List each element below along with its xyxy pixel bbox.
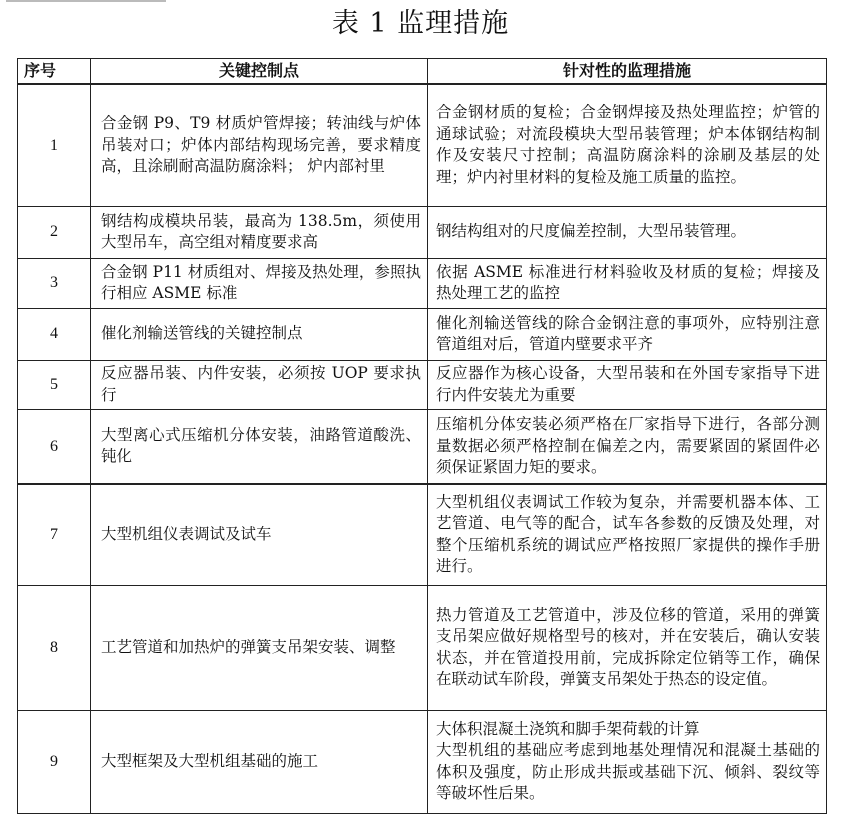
table-row xyxy=(18,206,827,258)
table-row xyxy=(18,710,827,813)
table-header-row xyxy=(18,59,827,85)
row-number: 8 xyxy=(18,585,91,710)
key-control-point: 大型框架及大型机组基础的施工 xyxy=(91,710,428,813)
row-number: 5 xyxy=(18,360,91,409)
table-row xyxy=(18,585,827,710)
row-number: 2 xyxy=(18,206,91,258)
key-control-point: 合金钢 P9、T9 材质炉管焊接；转油线与炉体吊装对口；炉体内部结构现场完善，要求精度高，且涂刷耐高温防腐涂料； 炉内部衬里 xyxy=(91,84,428,206)
row-number: 7 xyxy=(18,484,91,585)
key-control-point: 钢结构成模块吊装，最高为 138.5m，须使用大型吊车，高空组对精度要求高 xyxy=(91,206,428,258)
table-row xyxy=(18,84,827,206)
row-number: 9 xyxy=(18,710,91,813)
row-number: 1 xyxy=(18,84,91,206)
supervision-measure: 钢结构组对的尺度偏差控制，大型吊装管理。 xyxy=(428,206,827,258)
key-control-point: 大型机组仪表调试及试车 xyxy=(91,484,428,585)
header-supervision-measure: 针对性的监理措施 xyxy=(428,59,827,85)
row-number: 6 xyxy=(18,409,91,484)
table-row xyxy=(18,308,827,360)
supervision-measure: 大型机组仪表调试工作较为复杂，并需要机器本体、工艺管道、电气等的配合，试车各参数的反馈及处理，对整个压缩机系统的调试应严格按照厂家提供的操作手册进行。 xyxy=(428,484,827,585)
row-number: 4 xyxy=(18,308,91,360)
key-control-point: 合金钢 P11 材质组对、焊接及热处理，参照执行相应 ASME 标准 xyxy=(91,258,428,308)
header-serial-number: 序号 xyxy=(18,59,91,85)
supervision-measure: 依据 ASME 标准进行材料验收及材质的复检；焊接及热处理工艺的监控 xyxy=(428,258,827,308)
supervision-measures-table xyxy=(17,58,827,814)
key-control-point: 工艺管道和加热炉的弹簧支吊架安装、调整 xyxy=(91,585,428,710)
table-row xyxy=(18,409,827,484)
supervision-measure: 反应器作为核心设备，大型吊装和在外国专家指导下进行内件安装尤为重要 xyxy=(428,360,827,409)
supervision-measure: 压缩机分体安装必须严格在厂家指导下进行，各部分测量数据必须严格控制在偏差之内，需要紧固的紧固件必须保证紧固力矩的要求。 xyxy=(428,409,827,484)
supervision-measure: 大体积混凝土浇筑和脚手架荷载的计算 大型机组的基础应考虑到地基处理情况和混凝土基础的体积及强度，防止形成共振或基础下沉、倾斜、裂纹等等破坏性后果。 xyxy=(428,710,827,813)
key-control-point: 反应器吊装、内件安装，必须按 UOP 要求执行 xyxy=(91,360,428,409)
row-number: 3 xyxy=(18,258,91,308)
key-control-point: 大型离心式压缩机分体安装，油路管道酸洗、钝化 xyxy=(91,409,428,484)
table-row xyxy=(18,484,827,585)
table-row xyxy=(18,360,827,409)
supervision-measure: 合金钢材质的复检；合金钢焊接及热处理监控；炉管的通球试验；对流段模块大型吊装管理；炉本体钢结构制作及安装尺寸控制；高温防腐涂料的涂刷及基层的处理；炉内衬里材料的复检及施工质量的监控。 xyxy=(428,84,827,206)
key-control-point: 催化剂输送管线的关键控制点 xyxy=(91,308,428,360)
supervision-measure: 催化剂输送管线的除合金钢注意的事项外，应特别注意管道组对后，管道内壁要求平齐 xyxy=(428,308,827,360)
table-title: 表 1 监理措施 xyxy=(331,8,510,39)
table-row xyxy=(18,258,827,308)
header-key-control-point: 关键控制点 xyxy=(91,59,428,85)
supervision-measure: 热力管道及工艺管道中，涉及位移的管道，采用的弹簧支吊架应做好规格型号的核对，并在安装后，确认安装状态，并在管道投用前，完成拆除定位销等工作，确保在联动试车阶段，弹簧支吊架处于热态的设定值。 xyxy=(428,585,827,710)
